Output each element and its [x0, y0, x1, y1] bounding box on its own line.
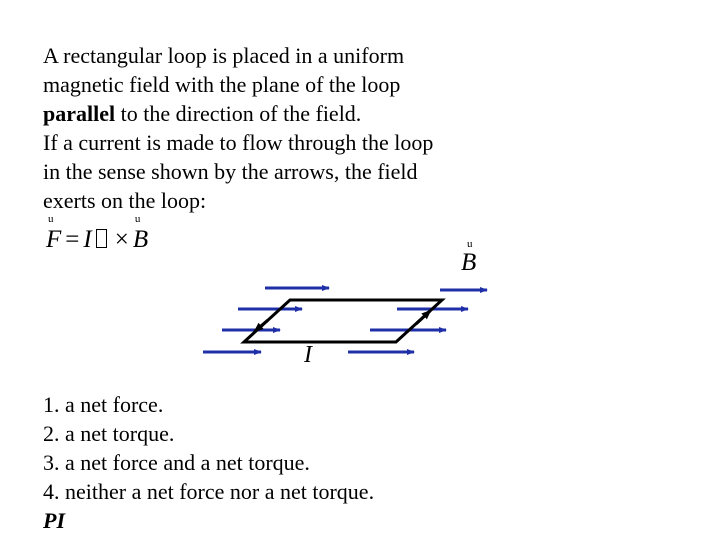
answer-option: 3. a net force and a net torque. [43, 450, 310, 475]
equals-sign: = [65, 226, 80, 253]
current-loop [244, 300, 442, 342]
answer-option: 1. a net force. [43, 392, 164, 417]
question-line: in the sense shown by the arrows, the field [43, 159, 418, 184]
pi-tag: PI [43, 508, 65, 533]
question-line-rest: to the direction of the field. [115, 101, 362, 126]
vector-mark: u [134, 213, 141, 225]
current-arrow [416, 311, 430, 324]
field-symbol: B [132, 226, 149, 253]
vector-mark: u [467, 238, 473, 250]
current-label: I [304, 342, 312, 368]
field-label-text: B [461, 249, 477, 276]
emphasis-parallel: parallel [43, 101, 116, 126]
question-line: exerts on the loop: [43, 188, 207, 213]
field-label [461, 238, 477, 276]
question-line: If a current is made to flow through the loop [43, 130, 434, 155]
vector-mark: u [48, 213, 54, 225]
force-symbol: F [46, 226, 62, 253]
question-line: A rectangular loop is placed in a uniform [43, 43, 405, 68]
answer-option: 4. neither a net force nor a net torque. [43, 479, 375, 504]
current-symbol: I [83, 226, 92, 253]
cross-sign: × [114, 226, 129, 253]
answer-option: 2. a net torque. [43, 421, 175, 446]
answer-options [43, 390, 374, 535]
question-line: magnetic field with the plane of the loop [43, 72, 401, 97]
